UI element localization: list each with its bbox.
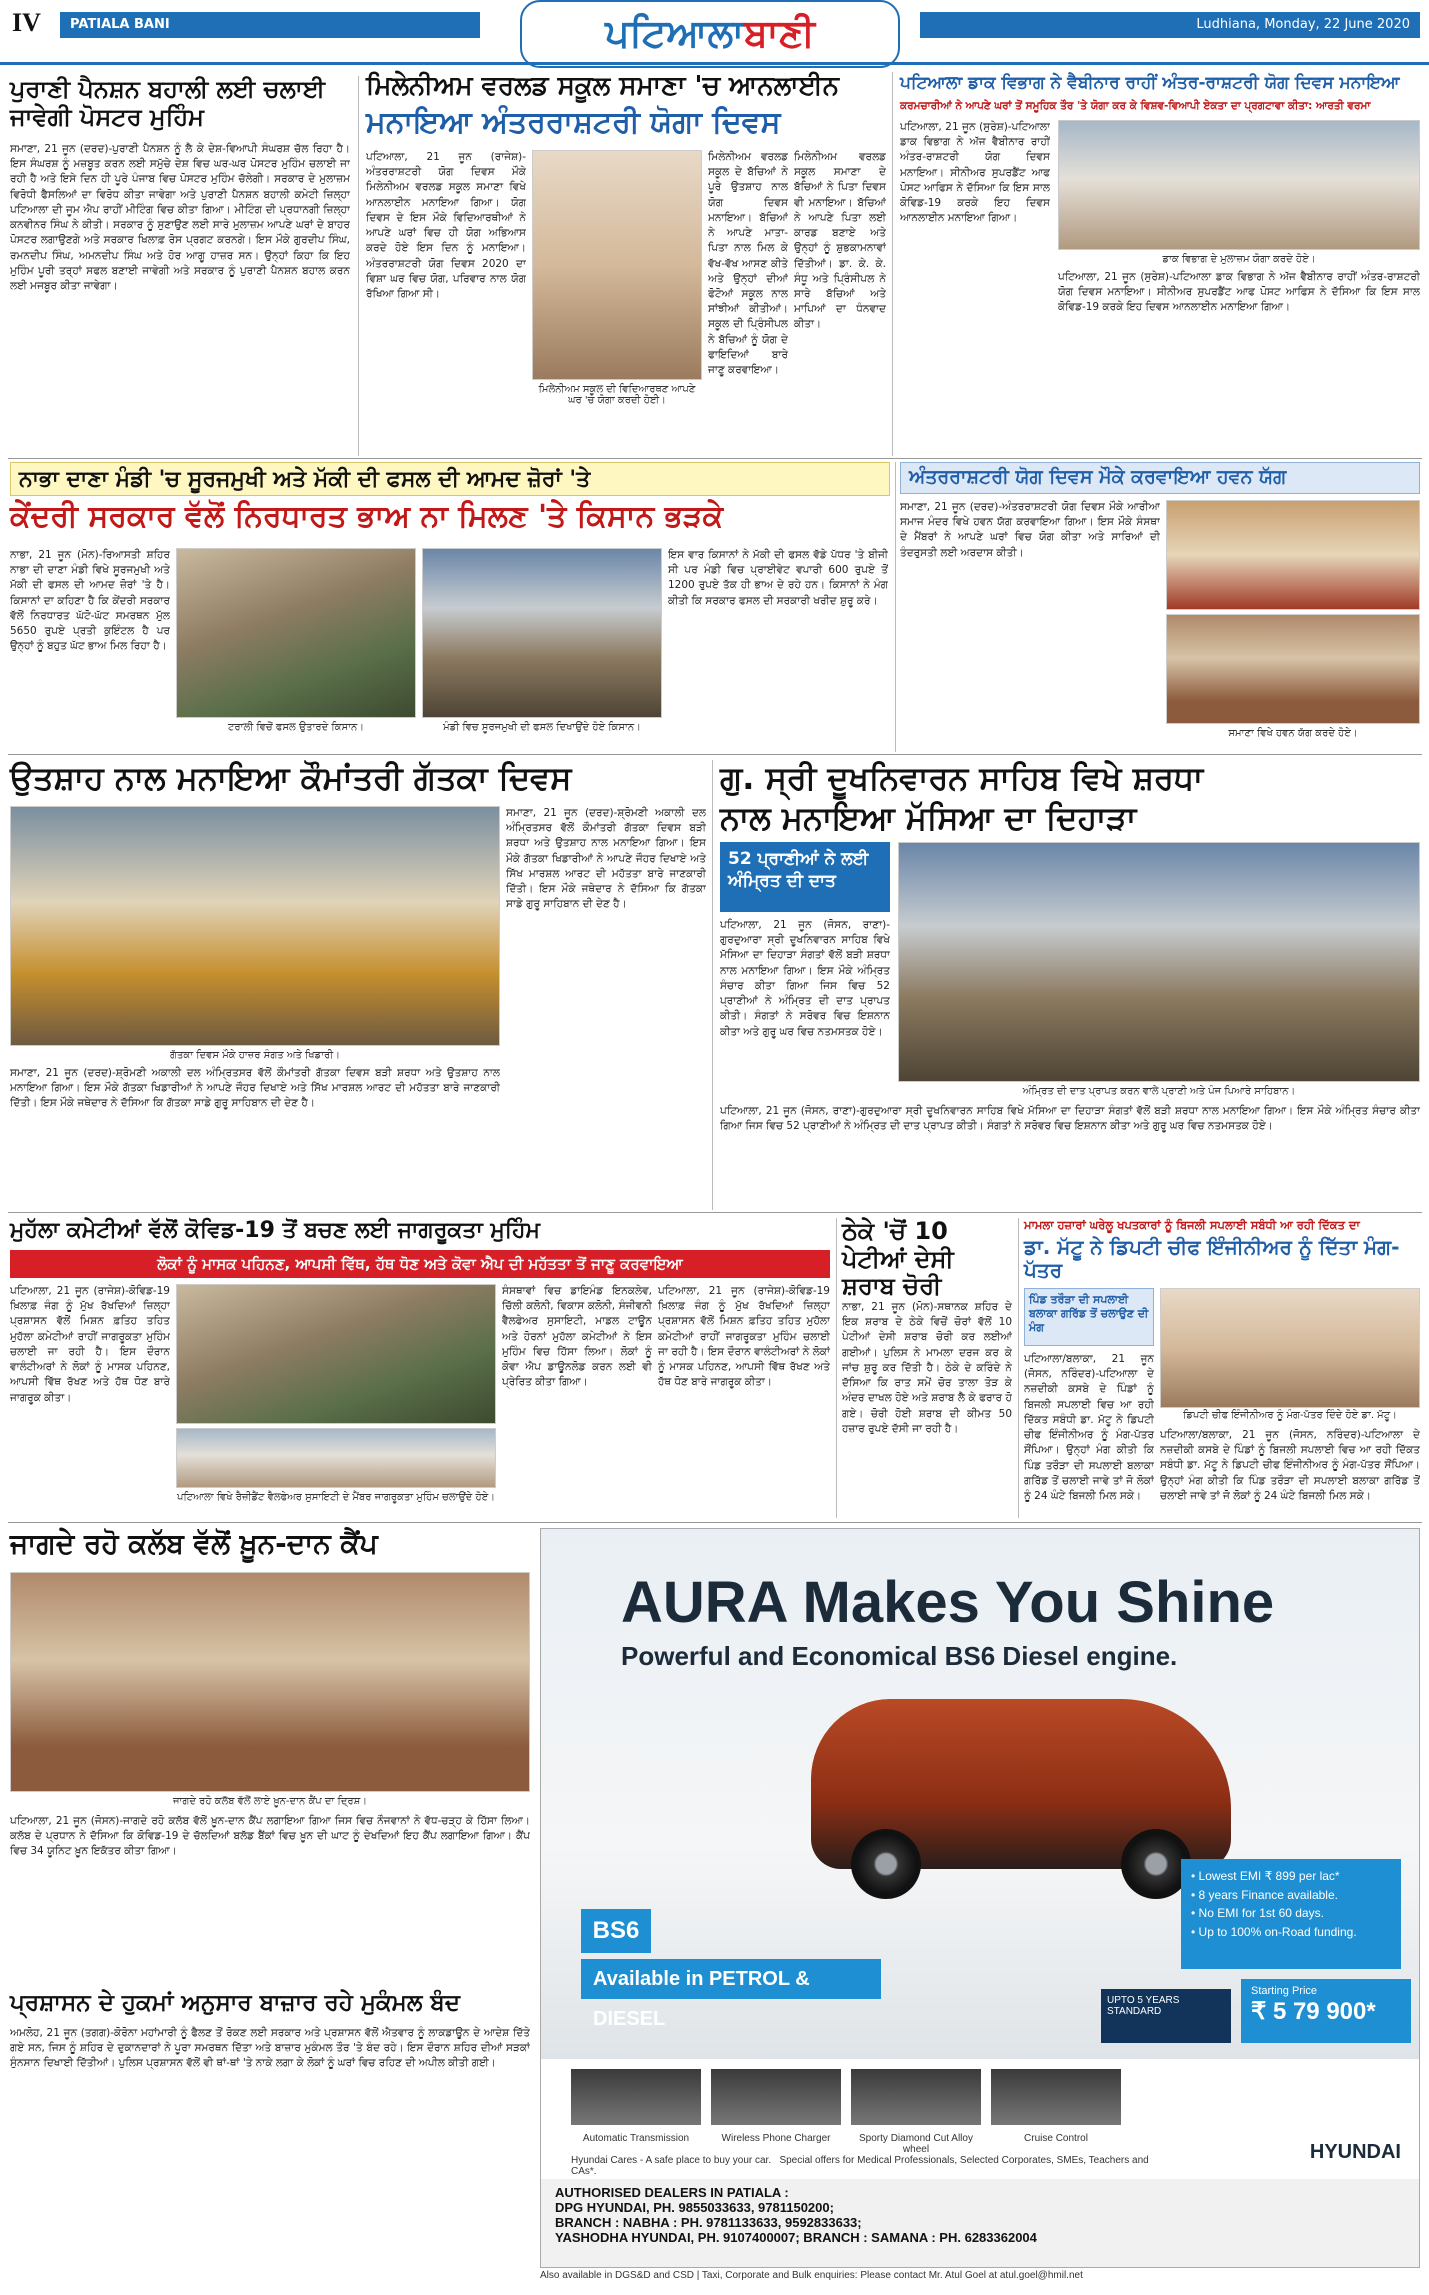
- ad-headline: AURA Makes You Shine: [621, 1570, 1275, 1635]
- hyundai-logo: HYUNDAI: [1309, 2141, 1401, 2163]
- price-label: Starting Price: [1251, 1985, 1318, 1997]
- article-body-millennium-col-2: ਮਿਲੇਨੀਅਮ ਵਰਲਡ ਸਕੂਲ ਦੇ ਬੱਚਿਆਂ ਨੇ ਪੂਰੇ ਉਤਸ਼ਾਹ ਨਾਲ ਯੋਗ ਦਿਵਸ ਮਨਾਇਆ। ਬੱਚਿਆਂ ਨੇ ਆਪਣੇ ਮਾਤਾ-ਪਿਤਾ ਨਾਲ ਮਿਲ ਕੇ ਵੱਖ-ਵੱਖ ਆਸਣ ਕੀਤੇ ਅਤੇ ਉਨ੍ਹਾਂ ਦੀਆਂ ਫੋਟੋਆਂ ਸਕੂਲ ਨਾਲ ਸਾਂਝੀਆਂ ਕੀਤੀਆਂ। ਸਕੂਲ ਦੀ ਪ੍ਰਿੰਸੀਪਲ ਨੇ ਬੱਚਿਆਂ ਨੂੰ ਯੋਗ ਦੇ ਫਾਇਦਿਆਂ ਬਾਰੇ ਜਾਣੂ ਕਰਵਾਇਆ।: [708, 151, 788, 377]
- thumb-label: Sporty Diamond Cut Alloy wheel: [859, 2133, 973, 2155]
- article-body-pension: ਸਮਾਣਾ, 21 ਜੂਨ (ਦਰਦ)-ਪੁਰਾਣੀ ਪੈਨਸ਼ਨ ਨੂੰ ਲੈ ਕੇ ਦੇਸ਼-ਵਿਆਪੀ ਸੰਘਰਸ਼ ਚੱਲ ਰਿਹਾ ਹੈ। ਇਸ ਸੰਘਰਸ਼ ਨੂੰ ਮਜ਼ਬੂਤ ਕਰਨ ਲਈ ਸਮੁੱਚੇ ਦੇਸ਼ ਵਿਚ ਘਰ-ਘਰ ਪੋਸਟਰ ਮੁਹਿੰਮ ਚਲਾਈ ਜਾ ਰਹੀ ਹੈ ਅਤੇ ਇਸੇ ਦਿਨ ਹੀ ਪੂਰੇ ਪੰਜਾਬ ਵਿਚ ਪੋਸਟਰ ਮੁਹਿੰਮ ਚੱਲੇਗੀ। ਸਰਕਾਰ ਦੇ ਮੁਲਾਜ਼ਮ ਵਿਰੋਧੀ ਫੈਸਲਿਆਂ ਦਾ ਵਿਰੋਧ ਕੀਤਾ ਜਾਵੇਗਾ ਅਤੇ ਪੁਰਾਣੀ ਪੈਨਸ਼ਨ ਬਹਾਲੀ ਕਮੇਟੀ ਜ਼ਿਲ੍ਹਾ ਪਟਿਆਲਾ ਦੀ ਜੂਮ ਐਪ ਰਾਹੀਂ ਮੀਟਿੰਗ ਵਿਚ ਕੀਤਾ ਗਿਆ। ਮੀਟਿੰਗ ਦੀ ਪ੍ਰਧਾਨਗੀ ਜ਼ਿਲ੍ਹਾ ਕਨਵੀਨਰ ਸਿੰਘ ਨੇ ਕੀਤੀ। ਸਰਕਾਰ ਨੂੰ ਸੁਣਾਉਣ ਲਈ ਸਾਰੇ ਮੁਲਾਜ਼ਮ ਆਪਣੇ ਘਰਾਂ ਦੇ ਬਾਹਰ ਪੋਸਟਰ ਲਗਾਉਣਗੇ ਅਤੇ ਸਰਕਾਰ ਖਿਲਾਫ਼ ਰੋਸ ਪ੍ਰਗਟ ਕਰਨਗੇ। ਇਸ ਮੌਕੇ ਗੁਰਦੀਪ ਸਿੰਘ, ਰਮਨਦੀਪ ਸਿੰਘ, ਅਮਨਦੀਪ ਸਿੰਘ ਅਤੇ ਹੋਰ ਆਗੂ ਹਾਜ਼ਰ ਸਨ। ਉਨ੍ਹਾਂ ਕਿਹਾ ਕਿ ਇਹ ਮੁਹਿੰਮ ਪੂਰੀ ਤਰ੍ਹਾਂ ਸਫਲ ਬਣਾਈ ਜਾਵੇਗੀ ਅਤੇ ਸਰਕਾਰ ਨੂੰ ਪੁਰਾਣੀ ਪੈਨਸ਼ਨ ਬਹਾਲ ਕਰਨ ਲਈ ਮਜਬੂਰ ਕੀਤਾ ਜਾਵੇਗਾ।: [10, 143, 350, 292]
- photo-caption-blood: ਜਾਗਦੇ ਰਹੋ ਕਲੱਬ ਵੱਲੋਂ ਲਾਏ ਖ਼ੂਨ-ਦਾਨ ਕੈਂਪ ਦਾ ਦ੍ਰਿਸ਼।: [173, 1796, 367, 1807]
- photo-caption-postal: ਡਾਕ ਵਿਭਾਗ ਦੇ ਮੁਲਾਜ਼ਮ ਯੋਗਾ ਕਰਦੇ ਹੋਏ।: [1162, 254, 1316, 265]
- headline-liquor-theft: ਠੇਕੇ 'ਚੋਂ 10 ਪੇਟੀਆਂ ਦੇਸੀ ਸ਼ਰਾਬ ਚੋਰੀ: [842, 1217, 954, 1301]
- section-rule: [8, 1522, 1422, 1523]
- thumb-cruise: [991, 2069, 1121, 2125]
- headline-havan: ਅੰਤਰਰਾਸ਼ਟਰੀ ਯੋਗ ਦਿਵਸ ਮੌਕੇ ਕਰਵਾਇਆ ਹਵਨ ਯੱਗ: [900, 462, 1420, 494]
- section-rule: [8, 754, 1422, 755]
- ad-feature: • 8 years Finance available.: [1191, 1887, 1338, 1902]
- thumb-label: Automatic Transmission: [582, 2133, 690, 2144]
- column-divider: [712, 760, 713, 1210]
- thumb-charger: [711, 2069, 841, 2125]
- column-divider: [895, 462, 896, 752]
- thumb-label: Wireless Phone Charger: [721, 2133, 831, 2144]
- photo-caption-mattu: ਡਿਪਟੀ ਚੀਫ ਇੰਜੀਨੀਅਰ ਨੂੰ ਮੰਗ-ਪੱਤਰ ਦਿੰਦੇ ਹੋਏ ਡਾ. ਮੱਟੂ।: [1183, 1410, 1397, 1421]
- article-body-mattu: ਪਟਿਆਲਾ/ਬਲਾਕਾ, 21 ਜੂਨ (ਜੋਸਨ, ਨਰਿੰਦਰ)-ਪਟਿਆਲਾ ਦੇ ਨਜ਼ਦੀਕੀ ਕਸਬੇ ਦੇ ਪਿੰਡਾਂ ਨੂੰ ਬਿਜਲੀ ਸਪਲਾਈ ਵਿਚ ਆ ਰਹੀ ਦਿੱਕਤ ਸਬੰਧੀ ਡਾ. ਮੱਟੂ ਨੇ ਡਿਪਟੀ ਚੀਫ ਇੰਜੀਨੀਅਰ ਨੂੰ ਮੰਗ-ਪੱਤਰ ਸੌਂਪਿਆ। ਉਨ੍ਹਾਂ ਮੰਗ ਕੀਤੀ ਕਿ ਪਿੰਡ ਤਰੌੜਾ ਦੀ ਸਪਲਾਈ ਬਲਾਕਾ ਗਰਿੱਡ ਤੋਂ ਚਲਾਈ ਜਾਵੇ ਤਾਂ ਜੋ ਲੋਕਾਂ ਨੂੰ 24 ਘੰਟੇ ਬਿਜਲੀ ਮਿਲ ਸਕੇ।: [1024, 1353, 1154, 1502]
- sunflower-market-photo: [422, 548, 662, 718]
- article-body-havan: ਸਮਾਣਾ, 21 ਜੂਨ (ਦਰਦ)-ਅੰਤਰਰਾਸ਼ਟਰੀ ਯੋਗ ਦਿਵਸ ਮੌਕੇ ਆਰੀਆ ਸਮਾਜ ਮੰਦਰ ਵਿਖੇ ਹਵਨ ਯੱਗ ਕਰਵਾਇਆ ਗਿਆ। ਇਸ ਮੌਕੇ ਸੰਸਥਾ ਦੇ ਮੈਂਬਰਾਂ ਨੇ ਆਪਣੇ ਘਰਾਂ ਵਿਚ ਯੋਗ ਕੀਤਾ ਅਤੇ ਸਾਰਿਆਂ ਦੀ ਤੰਦਰੁਸਤੀ ਲਈ ਅਰਦਾਸ ਕੀਤੀ।: [900, 501, 1160, 559]
- thumb-transmission: [571, 2069, 701, 2125]
- postal-yoga-photo: [1058, 120, 1420, 250]
- headline-mattu: ਡਾ. ਮੱਟੂ ਨੇ ਡਿਪਟੀ ਚੀਫ ਇੰਜੀਨੀਅਰ ਨੂੰ ਦਿੱਤਾ ਮੰਗ-ਪੱਤਰ: [1024, 1235, 1400, 1282]
- masthead-part-1: ਪਟਿਆਲਾ: [605, 11, 745, 55]
- ad-price-box: [1241, 1979, 1411, 2043]
- tractor-trolley-photo: [176, 548, 416, 718]
- memorandum-photo: [1160, 1288, 1420, 1408]
- article-body-dukhniwaran-2: ਪਟਿਆਲਾ, 21 ਜੂਨ (ਜੋਸਨ, ਰਾਣਾ)-ਗੁਰਦੁਆਰਾ ਸ੍ਰੀ ਦੂਖਨਿਵਾਰਨ ਸਾਹਿਬ ਵਿਖੇ ਮੱਸਿਆ ਦਾ ਦਿਹਾੜਾ ਸੰਗਤਾਂ ਵੱਲੋਂ ਬੜੀ ਸ਼ਰਧਾ ਨਾਲ ਮਨਾਇਆ ਗਿਆ। ਇਸ ਮੌਕੇ ਅੰਮ੍ਰਿਤ ਸੰਚਾਰ ਕੀਤਾ ਗਿਆ ਜਿਸ ਵਿਚ 52 ਪ੍ਰਾਣੀਆਂ ਨੇ ਅੰਮ੍ਰਿਤ ਦੀ ਦਾਤ ਪ੍ਰਾਪਤ ਕੀਤੀ। ਸੰਗਤਾਂ ਨੇ ਸਰੋਵਰ ਵਿਚ ਇਸ਼ਨਾਨ ਕੀਤਾ ਅਤੇ ਗੁਰੂ ਘਰ ਵਿਚ ਨਤਮਸਤਕ ਹੋਏ।: [720, 1105, 1420, 1133]
- article-body-nabha-2: ਇਸ ਵਾਰ ਕਿਸਾਨਾਂ ਨੇ ਮੱਕੀ ਦੀ ਫਸਲ ਵੱਡੇ ਪੱਧਰ 'ਤੇ ਬੀਜੀ ਸੀ ਪਰ ਮੰਡੀ ਵਿਚ ਪ੍ਰਾਈਵੇਟ ਵਪਾਰੀ 600 ਰੁਪਏ ਤੋਂ 1200 ਰੁਪਏ ਤੱਕ ਹੀ ਭਾਅ ਦੇ ਰਹੇ ਹਨ। ਕਿਸਾਨਾਂ ਨੇ ਮੰਗ ਕੀਤੀ ਕਿ ਸਰਕਾਰ ਫਸਲ ਦੀ ਸਰਕਾਰੀ ਖਰੀਦ ਸ਼ੁਰੂ ਕਰੇ।: [668, 549, 888, 607]
- havan-photo-1: [1166, 500, 1420, 610]
- warranty-badge: UPTO 5 YEARS STANDARD: [1101, 1989, 1231, 2043]
- kicker-mattu: ਮਾਮਲਾ ਹਜ਼ਾਰਾਂ ਘਰੇਲੂ ਖਪਤਕਾਰਾਂ ਨੂੰ ਬਿਜਲੀ ਸਪਲਾਈ ਸਬੰਧੀ ਆ ਰਹੀ ਦਿੱਕਤ ਦਾ: [1024, 1218, 1360, 1232]
- article-body-mohalla-2: ਸੰਸਥਾਵਾਂ ਵਿਚ ਡਾਇਮੰਡ ਇਨਕਲੇਵ, ਚਿੱਲੀ ਕਲੋਨੀ, ਵਿਕਾਸ ਕਲੋਨੀ, ਸੰਜੀਵਨੀ ਵੈਲਫੇਅਰ ਸੁਸਾਇਟੀ, ਮਾਡਲ ਟਾਊਨ ਅਤੇ ਹੋਰਨਾਂ ਮੁਹੱਲਾ ਕਮੇਟੀਆਂ ਨੇ ਇਸ ਮੁਹਿੰਮ ਵਿਚ ਹਿੱਸਾ ਲਿਆ। ਲੋਕਾਂ ਨੂੰ ਕੋਵਾ ਐਪ ਡਾਊਨਲੋਡ ਕਰਨ ਲਈ ਵੀ ਪ੍ਰੇਰਿਤ ਕੀਤਾ ਗਿਆ।: [502, 1285, 652, 1389]
- photo-caption-millennium: ਮਿਲੇਨੀਅਮ ਸਕੂਲ ਦੀ ਵਿਦਿਆਰਥਣ ਆਪਣੇ ਘਰ 'ਚ ਯੋਗਾ ਕਰਦੀ ਹੋਈ।: [538, 384, 696, 406]
- dealers-title: AUTHORISED DEALERS IN PATIALA :: [555, 2185, 789, 2200]
- photo-caption-sunflower: ਮੰਡੀ ਵਿਚ ਸੂਰਜਮੁਖੀ ਦੀ ਫਸਲ ਦਿਖਾਉਂਦੇ ਹੋਏ ਕਿਸਾਨ।: [443, 722, 641, 733]
- yoga-student-photo: [532, 150, 702, 380]
- ad-cares-line: Hyundai Cares - A safe place to buy your car. Special offers for Medical Professionals, Selected Corporates, SMEs, Teachers and CAs*.: [571, 2155, 1149, 2177]
- headline-dukhniwaran-line-1: ਗੁ. ਸ੍ਰੀ ਦੂਖਨਿਵਾਰਨ ਸਾਹਿਬ ਵਿਖੇ ਸ਼ਰਧਾ: [720, 759, 1204, 797]
- headline-millennium-line-1: ਮਿਲੇਨੀਅਮ ਵਰਲਡ ਸਕੂਲ ਸਮਾਣਾ 'ਚ ਆਨਲਾਈਨ: [366, 71, 839, 101]
- dealer-line: BRANCH : NABHA : PH. 9781133633, 9592833633;: [555, 2215, 862, 2230]
- amrit-sanchar-photo: [898, 842, 1420, 1082]
- masthead-part-2: ਬਾਣੀ: [744, 11, 815, 55]
- section-rule: [8, 1212, 1422, 1213]
- article-body-mohalla: ਪਟਿਆਲਾ, 21 ਜੂਨ (ਰਾਜੇਸ਼)-ਕੋਵਿਡ-19 ਖ਼ਿਲਾਫ਼ ਜੰਗ ਨੂੰ ਮੁੱਖ ਰੱਖਦਿਆਂ ਜ਼ਿਲ੍ਹਾ ਪ੍ਰਸ਼ਾਸਨ ਵੱਲੋਂ ਮਿਸ਼ਨ ਫ਼ਤਿਹ ਤਹਿਤ ਮੁਹੱਲਾ ਕਮੇਟੀਆਂ ਰਾਹੀਂ ਜਾਗਰੂਕਤਾ ਮੁਹਿੰਮ ਚਲਾਈ ਜਾ ਰਹੀ ਹੈ। ਇਸ ਦੌਰਾਨ ਵਾਲੰਟੀਅਰਾਂ ਨੇ ਲੋਕਾਂ ਨੂੰ ਮਾਸਕ ਪਹਿਨਣ, ਆਪਸੀ ਵਿੱਥ ਰੱਖਣ ਅਤੇ ਹੱਥ ਧੋਣ ਬਾਰੇ ਜਾਗਰੂਕ ਕੀਤਾ।: [10, 1285, 170, 1404]
- article-body-mohalla-3: ਪਟਿਆਲਾ, 21 ਜੂਨ (ਰਾਜੇਸ਼)-ਕੋਵਿਡ-19 ਖ਼ਿਲਾਫ਼ ਜੰਗ ਨੂੰ ਮੁੱਖ ਰੱਖਦਿਆਂ ਜ਼ਿਲ੍ਹਾ ਪ੍ਰਸ਼ਾਸਨ ਵੱਲੋਂ ਮਿਸ਼ਨ ਫ਼ਤਿਹ ਤਹਿਤ ਮੁਹੱਲਾ ਕਮੇਟੀਆਂ ਰਾਹੀਂ ਜਾਗਰੂਕਤਾ ਮੁਹਿੰਮ ਚਲਾਈ ਜਾ ਰਹੀ ਹੈ। ਇਸ ਦੌਰਾਨ ਵਾਲੰਟੀਅਰਾਂ ਨੇ ਲੋਕਾਂ ਨੂੰ ਮਾਸਕ ਪਹਿਨਣ, ਆਪਸੀ ਵਿੱਥ ਰੱਖਣ ਅਤੇ ਹੱਥ ਧੋਣ ਬਾਰੇ ਜਾਗਰੂਕ ਕੀਤਾ।: [658, 1285, 830, 1389]
- article-body-mattu-2: ਪਟਿਆਲਾ/ਬਲਾਕਾ, 21 ਜੂਨ (ਜੋਸਨ, ਨਰਿੰਦਰ)-ਪਟਿਆਲਾ ਦੇ ਨਜ਼ਦੀਕੀ ਕਸਬੇ ਦੇ ਪਿੰਡਾਂ ਨੂੰ ਬਿਜਲੀ ਸਪਲਾਈ ਵਿਚ ਆ ਰਹੀ ਦਿੱਕਤ ਸਬੰਧੀ ਡਾ. ਮੱਟੂ ਨੇ ਡਿਪਟੀ ਚੀਫ ਇੰਜੀਨੀਅਰ ਨੂੰ ਮੰਗ-ਪੱਤਰ ਸੌਂਪਿਆ। ਉਨ੍ਹਾਂ ਮੰਗ ਕੀਤੀ ਕਿ ਪਿੰਡ ਤਰੌੜਾ ਦੀ ਸਪਲਾਈ ਬਲਾਕਾ ਗਰਿੱਡ ਤੋਂ ਚਲਾਈ ਜਾਵੇ ਤਾਂ ਜੋ ਲੋਕਾਂ ਨੂੰ 24 ਘੰਟੇ ਬਿਜਲੀ ਮਿਲ ਸਕੇ।: [1160, 1429, 1420, 1502]
- subhead-bar-mohalla: ਲੋਕਾਂ ਨੂੰ ਮਾਸਕ ਪਹਿਨਣ, ਆਪਸੀ ਵਿੱਥ, ਹੱਥ ਧੋਣ ਅਤੇ ਕੋਵਾ ਐਪ ਦੀ ਮਹੱਤਤਾ ਤੋਂ ਜਾਣੂ ਕਰਵਾਇਆ: [10, 1250, 830, 1278]
- ad-feature: • Lowest EMI ₹ 899 per lac*: [1191, 1869, 1340, 1883]
- highlight-box-grid: ਪਿੰਡ ਤਰੌੜਾ ਦੀ ਸਪਲਾਈ ਬਲਾਕਾ ਗਰਿੱਡ ਤੋਂ ਚਲਾਉਣ ਦੀ ਮੰਗ: [1024, 1288, 1154, 1346]
- blood-camp-photo: [10, 1572, 530, 1792]
- dateline: Ludhiana, Monday, 22 June 2020: [920, 12, 1420, 38]
- column-divider: [1018, 1218, 1019, 1518]
- masthead: [520, 0, 900, 68]
- hyundai-advertisement[interactable]: [540, 1528, 1420, 2268]
- photo-caption-havan: ਸਮਾਣਾ ਵਿਖੇ ਹਵਨ ਯੱਗ ਕਰਦੇ ਹੋਏ।: [1228, 728, 1358, 739]
- highlight-box-amrit: 52 ਪ੍ਰਾਣੀਆਂ ਨੇ ਲਈ ਅੰਮ੍ਰਿਤ ਦੀ ਦਾਤ: [720, 842, 890, 912]
- ad-footer: Also available in DGS&D and CSD | Taxi, Corporate and Bulk enquiries: Please contact Mr. Atul Goel at atul.goel@hmil.net: [540, 2270, 1083, 2281]
- article-body-liquor: ਨਾਭਾ, 21 ਜੂਨ (ਮੋਨ)-ਸਥਾਨਕ ਸ਼ਹਿਰ ਦੇ ਇਕ ਸ਼ਰਾਬ ਦੇ ਠੇਕੇ ਵਿਚੋਂ ਚੋਰਾਂ ਵੱਲੋਂ 10 ਪੇਟੀਆਂ ਦੇਸੀ ਸ਼ਰਾਬ ਚੋਰੀ ਕਰ ਲਈਆਂ ਗਈਆਂ। ਪੁਲਿਸ ਨੇ ਮਾਮਲਾ ਦਰਜ ਕਰ ਕੇ ਜਾਂਚ ਸ਼ੁਰੂ ਕਰ ਦਿੱਤੀ ਹੈ। ਠੇਕੇ ਦੇ ਕਰਿੰਦੇ ਨੇ ਦੱਸਿਆ ਕਿ ਰਾਤ ਸਮੇਂ ਚੋਰ ਤਾਲਾ ਤੋੜ ਕੇ ਅੰਦਰ ਦਾਖਲ ਹੋਏ ਅਤੇ ਸ਼ਰਾਬ ਲੈ ਕੇ ਫਰਾਰ ਹੋ ਗਏ। ਚੋਰੀ ਹੋਈ ਸ਼ਰਾਬ ਦੀ ਕੀਮਤ 50 ਹਜ਼ਾਰ ਰੁਪਏ ਦੱਸੀ ਜਾ ਰਹੀ ਹੈ।: [842, 1301, 1012, 1435]
- headline-blood-camp: ਜਾਗਦੇ ਰਹੋ ਕਲੱਬ ਵੱਲੋਂ ਖ਼ੂਨ-ਦਾਨ ਕੈਂਪ: [10, 1527, 378, 1560]
- section-rule: [8, 458, 1422, 459]
- ad-feature: • Up to 100% on-Road funding.: [1191, 1924, 1357, 1939]
- feature-thumbnails: [571, 2069, 1391, 2133]
- car-wheel-front-icon: [851, 1829, 921, 1899]
- havan-photo-2: [1166, 614, 1420, 724]
- photo-caption-gatka: ਗੱਤਕਾ ਦਿਵਸ ਮੌਕੇ ਹਾਜ਼ਰ ਸੰਗਤ ਅਤੇ ਖਿਡਾਰੀ।: [170, 1050, 340, 1061]
- headline-gatka: ਉਤਸ਼ਾਹ ਨਾਲ ਮਨਾਇਆ ਕੌਮਾਂਤਰੀ ਗੱਤਕਾ ਦਿਵਸ: [10, 759, 572, 797]
- gatka-photo: [10, 806, 500, 1046]
- headline-pension: ਪੁਰਾਣੀ ਪੈਨਸ਼ਨ ਬਹਾਲੀ ਲਈ ਚਲਾਈ ਜਾਵੇਗੀ ਪੋਸਟਰ ਮੁਹਿੰਮ: [10, 75, 326, 131]
- article-body-gatka-2: ਸਮਾਣਾ, 21 ਜੂਨ (ਦਰਦ)-ਸ਼੍ਰੋਮਣੀ ਅਕਾਲੀ ਦਲ ਅੰਮ੍ਰਿਤਸਰ ਵੱਲੋਂ ਕੌਮਾਂਤਰੀ ਗੱਤਕਾ ਦਿਵਸ ਬੜੀ ਸ਼ਰਧਾ ਅਤੇ ਉਤਸ਼ਾਹ ਨਾਲ ਮਨਾਇਆ ਗਿਆ। ਇਸ ਮੌਕੇ ਗੱਤਕਾ ਖਿਡਾਰੀਆਂ ਨੇ ਆਪਣੇ ਜੌਹਰ ਦਿਖਾਏ ਅਤੇ ਸਿੱਖ ਮਾਰਸ਼ਲ ਆਰਟ ਦੀ ਮਹੱਤਤਾ ਬਾਰੇ ਜਾਣਕਾਰੀ ਦਿੱਤੀ। ਇਸ ਮੌਕੇ ਜਥੇਦਾਰ ਨੇ ਦੱਸਿਆ ਕਿ ਗੱਤਕਾ ਸਾਡੇ ਗੁਰੂ ਸਾਹਿਬਾਨ ਦੀ ਦੇਣ ਹੈ।: [10, 1067, 500, 1110]
- column-divider: [836, 1218, 837, 1518]
- article-body-millennium-col-3: ਮਿਲੇਨੀਅਮ ਵਰਲਡ ਸਕੂਲ ਸਮਾਣਾ ਦੇ ਬੱਚਿਆਂ ਨੇ ਪਿਤਾ ਦਿਵਸ ਵੀ ਮਨਾਇਆ। ਬੱਚਿਆਂ ਨੇ ਆਪਣੇ ਪਿਤਾ ਲਈ ਕਾਰਡ ਬਣਾਏ ਅਤੇ ਉਨ੍ਹਾਂ ਨੂੰ ਸ਼ੁਭਕਾਮਨਾਵਾਂ ਦਿੱਤੀਆਂ। ਡਾ. ਕੇ. ਕੇ. ਸੰਧੂ ਅਤੇ ਪ੍ਰਿੰਸੀਪਲ ਨੇ ਸਾਰੇ ਬੱਚਿਆਂ ਅਤੇ ਮਾਪਿਆਂ ਦਾ ਧੰਨਵਾਦ ਕੀਤਾ।: [794, 151, 886, 331]
- thumb-alloy: [851, 2069, 981, 2125]
- ad-availability: Available in PETROL & DIESEL: [581, 1959, 881, 1999]
- article-body-nabha: ਨਾਭਾ, 21 ਜੂਨ (ਮੋਨ)-ਰਿਆਸਤੀ ਸ਼ਹਿਰ ਨਾਭਾ ਦੀ ਦਾਣਾ ਮੰਡੀ ਵਿਖੇ ਸੂਰਜਮੁਖੀ ਅਤੇ ਮੱਕੀ ਦੀ ਫਸਲ ਦੀ ਆਮਦ ਜ਼ੋਰਾਂ 'ਤੇ ਹੈ। ਕਿਸਾਨਾਂ ਦਾ ਕਹਿਣਾ ਹੈ ਕਿ ਕੇਂਦਰੀ ਸਰਕਾਰ ਵੱਲੋਂ ਨਿਰਧਾਰਤ ਘੱਟੋ-ਘੱਟ ਸਮਰਥਨ ਮੁੱਲ 5650 ਰੁਪਏ ਪ੍ਰਤੀ ਕੁਇੰਟਲ ਹੈ ਪਰ ਉਨ੍ਹਾਂ ਨੂੰ ਬਹੁਤ ਘੱਟ ਭਾਅ ਮਿਲ ਰਿਹਾ ਹੈ।: [10, 549, 170, 653]
- price-value: ₹ 5 79 900*: [1251, 1998, 1376, 2025]
- dealer-line: DPG HYUNDAI, PH. 9855033633, 9781150200;: [555, 2200, 834, 2215]
- article-body-blood: ਪਟਿਆਲਾ, 21 ਜੂਨ (ਜੋਸਨ)-ਜਾਗਦੇ ਰਹੋ ਕਲੱਬ ਵੱਲੋਂ ਖ਼ੂਨ-ਦਾਨ ਕੈਂਪ ਲਗਾਇਆ ਗਿਆ ਜਿਸ ਵਿਚ ਨੌਜਵਾਨਾਂ ਨੇ ਵੱਧ-ਚੜ੍ਹ ਕੇ ਹਿੱਸਾ ਲਿਆ। ਕਲੱਬ ਦੇ ਪ੍ਰਧਾਨ ਨੇ ਦੱਸਿਆ ਕਿ ਕੋਵਿਡ-19 ਦੇ ਚੱਲਦਿਆਂ ਬਲੱਡ ਬੈਂਕਾਂ ਵਿਚ ਖ਼ੂਨ ਦੀ ਘਾਟ ਨੂੰ ਦੇਖਦਿਆਂ ਇਹ ਕੈਂਪ ਲਗਾਇਆ ਗਿਆ। ਕੈਂਪ ਵਿਚ 34 ਯੂਨਿਟ ਖ਼ੂਨ ਇਕੱਤਰ ਕੀਤਾ ਗਿਆ।: [10, 1815, 530, 1858]
- page-number: IV: [12, 8, 41, 37]
- thumb-label: Cruise Control: [1024, 2133, 1088, 2144]
- headline-farmers: ਕੇਂਦਰੀ ਸਰਕਾਰ ਵੱਲੋਂ ਨਿਰਧਾਰਤ ਭਾਅ ਨਾ ਮਿਲਣ 'ਤੇ ਕਿਸਾਨ ਭੜਕੇ: [10, 499, 724, 534]
- headline-mohalla: ਮੁਹੱਲਾ ਕਮੇਟੀਆਂ ਵੱਲੋਂ ਕੋਵਿਡ-19 ਤੋਂ ਬਚਣ ਲਈ ਜਾਗਰੂਕਤਾ ਮੁਹਿੰਮ: [10, 1218, 540, 1243]
- photo-caption-mohalla: ਪਟਿਆਲਾ ਵਿਖੇ ਰੈਜ਼ੀਡੈਂਟ ਵੈਲਫੇਅਰ ਸੁਸਾਇਟੀ ਦੇ ਮੈਂਬਰ ਜਾਗਰੂਕਤਾ ਮੁਹਿੰਮ ਚਲਾਉਂਦੇ ਹੋਏ।: [177, 1492, 495, 1503]
- photo-caption-trolley: ਟਰਾਲੀ ਵਿਚੋਂ ਫਸਲ ਉਤਾਰਦੇ ਕਿਸਾਨ।: [228, 722, 364, 733]
- headline-market-closed: ਪ੍ਰਸ਼ਾਸਨ ਦੇ ਹੁਕਮਾਂ ਅਨੁਸਾਰ ਬਾਜ਼ਾਰ ਰਹੇ ਮੁਕੰਮਲ ਬੰਦ: [10, 1990, 460, 2016]
- article-body-millennium-col-1: ਪਟਿਆਲਾ, 21 ਜੂਨ (ਰਾਜੇਸ਼)-ਅੰਤਰਰਾਸ਼ਟਰੀ ਯੋਗ ਦਿਵਸ ਮੌਕੇ ਮਿਲੇਨੀਅਮ ਵਰਲਡ ਸਕੂਲ ਸਮਾਣਾ ਵਿਖੇ ਆਨਲਾਈਨ ਮਨਾਇਆ ਗਿਆ। ਯੋਗ ਦਿਵਸ ਦੇ ਇਸ ਮੌਕੇ ਵਿਦਿਆਰਥੀਆਂ ਨੇ ਆਪਣੇ ਘਰਾਂ ਵਿਚ ਹੀ ਯੋਗ ਅਭਿਆਸ ਕਰਦੇ ਹੋਏ ਇਸ ਦਿਨ ਨੂੰ ਮਨਾਇਆ। ਅੰਤਰਰਾਸ਼ਟਰੀ ਯੋਗ ਦਿਵਸ 2020 ਦਾ ਵਿਸ਼ਾ ਘਰ ਵਿਚ ਯੋਗ, ਪਰਿਵਾਰ ਨਾਲ ਯੋਗ ਰੱਖਿਆ ਗਿਆ ਸੀ।: [366, 151, 526, 300]
- headline-postal-yoga: ਪਟਿਆਲਾ ਡਾਕ ਵਿਭਾਗ ਨੇ ਵੈਬੀਨਾਰ ਰਾਹੀਂ ਅੰਤਰ-ਰਾਸ਼ਟਰੀ ਯੋਗ ਦਿਵਸ ਮਨਾਇਆ: [900, 73, 1400, 93]
- article-body-market: ਅਮਲੋਹ, 21 ਜੂਨ (ਤਗਗ)-ਕੋਰੋਨਾ ਮਹਾਂਮਾਰੀ ਨੂੰ ਫੈਲਣ ਤੋਂ ਰੋਕਣ ਲਈ ਸਰਕਾਰ ਅਤੇ ਪ੍ਰਸ਼ਾਸਨ ਵੱਲੋਂ ਐਤਵਾਰ ਨੂੰ ਲਾਕਡਾਊਨ ਦੇ ਆਦੇਸ਼ ਦਿੱਤੇ ਗਏ ਸਨ, ਜਿਸ ਨੂੰ ਸ਼ਹਿਰ ਦੇ ਦੁਕਾਨਦਾਰਾਂ ਨੇ ਪੂਰਾ ਸਮਰਥਨ ਦਿੱਤਾ ਅਤੇ ਬਾਜ਼ਾਰ ਮੁਕੰਮਲ ਤੌਰ 'ਤੇ ਬੰਦ ਰਹੇ। ਇਸ ਦੌਰਾਨ ਸ਼ਹਿਰ ਦੀਆਂ ਸੜਕਾਂ ਸੁੰਨਸਾਨ ਦਿਖਾਈ ਦਿੱਤੀਆਂ। ਪੁਲਿਸ ਪ੍ਰਸ਼ਾਸਨ ਵੱਲੋਂ ਵੀ ਥਾਂ-ਥਾਂ 'ਤੇ ਨਾਕੇ ਲਗਾ ਕੇ ਲੋਕਾਂ ਨੂੰ ਘਰਾਂ ਵਿਚ ਰਹਿਣ ਦੀ ਅਪੀਲ ਕੀਤੀ ਗਈ।: [10, 2027, 530, 2070]
- headline-dukhniwaran-line-2: ਨਾਲ ਮਨਾਇਆ ਮੱਸਿਆ ਦਾ ਦਿਹਾੜਾ: [720, 799, 1137, 837]
- article-body-dukhniwaran: ਪਟਿਆਲਾ, 21 ਜੂਨ (ਜੋਸਨ, ਰਾਣਾ)-ਗੁਰਦੁਆਰਾ ਸ੍ਰੀ ਦੂਖਨਿਵਾਰਨ ਸਾਹਿਬ ਵਿਖੇ ਮੱਸਿਆ ਦਾ ਦਿਹਾੜਾ ਸੰਗਤਾਂ ਵੱਲੋਂ ਬੜੀ ਸ਼ਰਧਾ ਨਾਲ ਮਨਾਇਆ ਗਿਆ। ਇਸ ਮੌਕੇ ਅੰਮ੍ਰਿਤ ਸੰਚਾਰ ਕੀਤਾ ਗਿਆ ਜਿਸ ਵਿਚ 52 ਪ੍ਰਾਣੀਆਂ ਨੇ ਅੰਮ੍ਰਿਤ ਦੀ ਦਾਤ ਪ੍ਰਾਪਤ ਕੀਤੀ। ਸੰਗਤਾਂ ਨੇ ਸਰੋਵਰ ਵਿਚ ਇਸ਼ਨਾਨ ਕੀਤਾ ਅਤੇ ਗੁਰੂ ਘਰ ਵਿਚ ਨਤਮਸਤਕ ਹੋਏ।: [720, 919, 890, 1038]
- kicker-nabha: ਨਾਭਾ ਦਾਣਾ ਮੰਡੀ 'ਚ ਸੂਰਜਮੁਖੀ ਅਤੇ ਮੱਕੀ ਦੀ ਫਸਲ ਦੀ ਆਮਦ ਜ਼ੋਰਾਂ 'ਤੇ: [10, 462, 890, 496]
- article-body-postal-2: ਪਟਿਆਲਾ, 21 ਜੂਨ (ਸੁਰੇਸ਼)-ਪਟਿਆਲਾ ਡਾਕ ਵਿਭਾਗ ਨੇ ਅੱਜ ਵੈਬੀਨਾਰ ਰਾਹੀਂ ਅੰਤਰ-ਰਾਸ਼ਟਰੀ ਯੋਗ ਦਿਵਸ ਮਨਾਇਆ। ਸੀਨੀਅਰ ਸੁਪਰਡੈਂਟ ਆਫ ਪੋਸਟ ਆਫਿਸ ਨੇ ਦੱਸਿਆ ਕਿ ਇਸ ਸਾਲ ਕੋਵਿਡ-19 ਕਰਕੇ ਇਹ ਦਿਵਸ ਆਨਲਾਈਨ ਮਨਾਇਆ ਗਿਆ।: [1058, 271, 1420, 314]
- covid-awareness-photo-2: [176, 1428, 496, 1488]
- bs6-badge: BS6: [581, 1909, 651, 1953]
- column-divider: [892, 72, 893, 456]
- ad-subheadline: Powerful and Economical BS6 Diesel engine.: [621, 1641, 1178, 1671]
- covid-awareness-photo-1: [176, 1284, 496, 1424]
- column-divider: [358, 76, 359, 456]
- dealer-block: [541, 2179, 1420, 2268]
- photo-caption-amrit: ਅੰਮ੍ਰਿਤ ਦੀ ਦਾਤ ਪ੍ਰਾਪਤ ਕਰਨ ਵਾਲੇ ਪ੍ਰਾਣੀ ਅਤੇ ਪੰਜ ਪਿਆਰੇ ਸਾਹਿਬਾਨ।: [1022, 1086, 1296, 1097]
- header-rule: [0, 62, 1429, 65]
- section-band: PATIALA BANI: [60, 12, 480, 38]
- article-body-postal: ਪਟਿਆਲਾ, 21 ਜੂਨ (ਸੁਰੇਸ਼)-ਪਟਿਆਲਾ ਡਾਕ ਵਿਭਾਗ ਨੇ ਅੱਜ ਵੈਬੀਨਾਰ ਰਾਹੀਂ ਅੰਤਰ-ਰਾਸ਼ਟਰੀ ਯੋਗ ਦਿਵਸ ਮਨਾਇਆ। ਸੀਨੀਅਰ ਸੁਪਰਡੈਂਟ ਆਫ ਪੋਸਟ ਆਫਿਸ ਨੇ ਦੱਸਿਆ ਕਿ ਇਸ ਸਾਲ ਕੋਵਿਡ-19 ਕਰਕੇ ਇਹ ਦਿਵਸ ਆਨਲਾਈਨ ਮਨਾਇਆ ਗਿਆ।: [900, 121, 1050, 225]
- ad-feature: • No EMI for 1st 60 days.: [1191, 1906, 1324, 1921]
- dealer-line: YASHODHA HYUNDAI, PH. 9107400007; BRANCH : SAMANA : PH. 6283362004: [555, 2230, 1037, 2245]
- headline-millennium-line-2: ਮਨਾਇਆ ਅੰਤਰਰਾਸ਼ਟਰੀ ਯੋਗਾ ਦਿਵਸ: [366, 105, 781, 140]
- ad-features-list: [1181, 1859, 1401, 1969]
- article-body-gatka-1: ਸਮਾਣਾ, 21 ਜੂਨ (ਦਰਦ)-ਸ਼੍ਰੋਮਣੀ ਅਕਾਲੀ ਦਲ ਅੰਮ੍ਰਿਤਸਰ ਵੱਲੋਂ ਕੌਮਾਂਤਰੀ ਗੱਤਕਾ ਦਿਵਸ ਬੜੀ ਸ਼ਰਧਾ ਅਤੇ ਉਤਸ਼ਾਹ ਨਾਲ ਮਨਾਇਆ ਗਿਆ। ਇਸ ਮੌਕੇ ਗੱਤਕਾ ਖਿਡਾਰੀਆਂ ਨੇ ਆਪਣੇ ਜੌਹਰ ਦਿਖਾਏ ਅਤੇ ਸਿੱਖ ਮਾਰਸ਼ਲ ਆਰਟ ਦੀ ਮਹੱਤਤਾ ਬਾਰੇ ਜਾਣਕਾਰੀ ਦਿੱਤੀ। ਇਸ ਮੌਕੇ ਜਥੇਦਾਰ ਨੇ ਦੱਸਿਆ ਕਿ ਗੱਤਕਾ ਸਾਡੇ ਗੁਰੂ ਸਾਹਿਬਾਨ ਦੀ ਦੇਣ ਹੈ।: [506, 807, 706, 911]
- subhead-postal-yoga: ਕਰਮਚਾਰੀਆਂ ਨੇ ਆਪਣੇ ਘਰਾਂ ਤੋਂ ਸਮੂਹਿਕ ਤੌਰ 'ਤੇ ਯੋਗਾ ਕਰ ਕੇ ਵਿਸ਼ਵ-ਵਿਆਪੀ ਏਕਤਾ ਦਾ ਪ੍ਰਗਟਾਵਾ ਕੀਤਾ: ਆਰਤੀ ਵਰਮਾ: [900, 100, 1371, 112]
